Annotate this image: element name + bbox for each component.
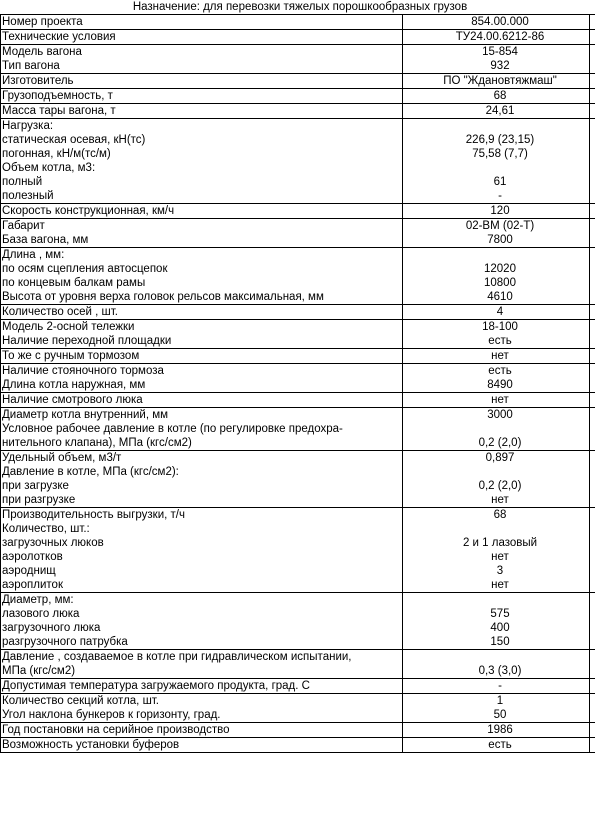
row-value: 10800 [403, 276, 596, 290]
table-row [0, 219, 595, 234]
row-value: ТУ24.00.6212-86 [403, 30, 596, 45]
row-label: Количество секций котла, шт. [0, 694, 403, 709]
row-label: Допустимая температура загружаемого продукта, град. С [0, 679, 403, 694]
row-value: 854.00.000 [403, 15, 596, 30]
row-label: разгрузочного патрубка [2, 636, 128, 648]
row-label: полезный [2, 190, 54, 202]
table-row [0, 635, 595, 650]
row-label: при загрузке [2, 480, 69, 492]
row-label: по осям сцепления автосцепок [2, 263, 168, 275]
table-row [0, 161, 595, 175]
row-label: загрузочного люка [2, 622, 101, 634]
row-label: Производительность выгрузки, т/ч [0, 508, 403, 523]
table-row [0, 408, 595, 423]
row-value: 1986 [403, 723, 596, 738]
row-value: 150 [403, 635, 596, 650]
row-value: 15-854 [403, 45, 596, 60]
row-value: 02-ВМ (02-Т) [403, 219, 596, 234]
row-value: 120 [403, 204, 596, 219]
row-label: полный [2, 176, 43, 188]
row-value: 0,2 (2,0) [403, 479, 596, 493]
row-label: при разгрузке [2, 494, 76, 506]
row-label [0, 650, 403, 679]
row-value: 0,897 [403, 451, 596, 466]
row-label: Грузоподъемность, т [0, 89, 403, 104]
row-label: Длина котла наружная, мм [2, 379, 146, 391]
row-value: 75,58 (7,7) [403, 147, 596, 161]
row-label [0, 422, 403, 451]
row-label: Год постановки на серийное производство [0, 723, 403, 738]
table-row [0, 593, 595, 608]
row-label: Масса тары вагона, т [0, 104, 403, 119]
table-row [0, 119, 595, 134]
row-value: 0,3 (3,0) [403, 650, 596, 679]
row-value: есть [403, 334, 596, 349]
table-row [0, 290, 595, 305]
row-value: 24,61 [403, 104, 596, 119]
row-label: аэролотков [2, 551, 63, 563]
table-row [0, 59, 595, 74]
row-label: статическая осевая, кН(тс) [2, 134, 146, 146]
row-label: Скорость конструкционная, км/ч [0, 204, 403, 219]
row-value: 4 [403, 305, 596, 320]
row-value: 18-100 [403, 320, 596, 335]
row-value: 61 [403, 175, 596, 189]
row-value: 50 [403, 708, 596, 723]
table-row [0, 422, 595, 451]
row-label: аэроплиток [2, 579, 63, 591]
table-row [0, 723, 595, 738]
row-value: 226,9 (23,15) [403, 133, 596, 147]
row-value: нет [403, 550, 596, 564]
table-row [0, 74, 595, 89]
table-row [0, 607, 595, 621]
table-row [0, 508, 595, 523]
row-value: 2 и 1 лазовый [403, 536, 596, 550]
row-value: 575 [403, 607, 596, 621]
table-row [0, 305, 595, 320]
table-row [0, 45, 595, 60]
row-label: Нагрузка: [0, 119, 403, 134]
row-value: 7800 [403, 233, 596, 248]
row-label: База вагона, мм [2, 234, 89, 246]
row-value: 1 [403, 694, 596, 709]
row-label: аэроднищ [2, 565, 56, 577]
table-row [0, 378, 595, 393]
row-value: нет [403, 349, 596, 364]
table-row [0, 89, 595, 104]
row-label: Возможность установки буферов [0, 738, 403, 753]
table-row [0, 564, 595, 578]
row-label: Габарит [0, 219, 403, 234]
row-label: Давление в котле, МПа (кгс/см2): [2, 466, 179, 478]
row-label: погонная, кН/м(тс/м) [2, 148, 111, 160]
row-label: Объем котла, м3: [2, 162, 96, 174]
table-row [0, 189, 595, 204]
row-label: по концевым балкам рамы [2, 277, 146, 289]
row-label: Угол наклона бункеров к горизонту, град. [2, 709, 221, 721]
row-value: нет [403, 578, 596, 593]
row-value [403, 248, 596, 263]
table-row [0, 465, 595, 479]
table-row [0, 276, 595, 290]
row-value: - [403, 189, 596, 204]
row-label: Диаметр котла внутренний, мм [0, 408, 403, 423]
table-row [0, 334, 595, 349]
table-row [0, 694, 595, 709]
row-value: 0,2 (2,0) [403, 422, 596, 451]
row-value: 68 [403, 508, 596, 523]
table-row [0, 578, 595, 593]
row-label-line: Давление , создаваемое в котле при гидравлическом испытании, [2, 651, 352, 663]
table-row [0, 133, 595, 147]
table-row [0, 262, 595, 276]
row-value [403, 522, 596, 536]
row-label: Технические условия [0, 30, 403, 45]
row-label: Высота от уровня верха головок рельсов максимальная, мм [2, 291, 324, 303]
row-value [403, 593, 596, 608]
row-value: есть [403, 738, 596, 753]
row-label: Диаметр, мм: [0, 593, 403, 608]
table-row [0, 493, 595, 508]
table-row [0, 349, 595, 364]
table-row [0, 320, 595, 335]
spec-table [0, 14, 595, 753]
row-value: нет [403, 493, 596, 508]
table-row [0, 147, 595, 161]
table-row [0, 679, 595, 694]
table-row [0, 451, 595, 466]
row-value: 3000 [403, 408, 596, 423]
row-label: Длина , мм: [0, 248, 403, 263]
table-row [0, 364, 595, 379]
row-label: лазового люка [2, 608, 80, 620]
table-row [0, 738, 595, 753]
row-label: Удельный объем, м3/т [0, 451, 403, 466]
table-row [0, 393, 595, 408]
row-value: 4610 [403, 290, 596, 305]
table-row [0, 30, 595, 45]
table-row [0, 536, 595, 550]
row-label: Количество, шт.: [2, 523, 90, 535]
row-value: 400 [403, 621, 596, 635]
row-value [403, 161, 596, 175]
table-row [0, 175, 595, 189]
table-row [0, 650, 595, 679]
row-label: Модель 2-осной тележки [0, 320, 403, 335]
row-value: 68 [403, 89, 596, 104]
table-row [0, 522, 595, 536]
row-value: ПО "Ждановтяжмаш" [403, 74, 596, 89]
row-label: Количество осей , шт. [0, 305, 403, 320]
table-row [0, 550, 595, 564]
row-label-line: МПа (кгс/см2) [2, 665, 76, 677]
row-value: - [403, 679, 596, 694]
table-row [0, 204, 595, 219]
table-row [0, 248, 595, 263]
row-label-line: нительного клапана), МПа (кгс/см2) [2, 437, 192, 449]
row-label-line: Условное рабочее давление в котле (по регулировке предохра- [2, 423, 343, 435]
row-value: 8490 [403, 378, 596, 393]
table-row [0, 104, 595, 119]
row-value [403, 465, 596, 479]
row-label: Наличие переходной площадки [2, 335, 172, 347]
table-row [0, 479, 595, 493]
row-label: Наличие стояночного тормоза [0, 364, 403, 379]
row-label: загрузочных люков [2, 537, 104, 549]
document-caption: Назначение: для перевозки тяжелых порошкообразных грузов [132, 1, 468, 13]
row-value [403, 119, 596, 134]
row-value: 12020 [403, 262, 596, 276]
table-row [0, 621, 595, 635]
row-label: Изготовитель [0, 74, 403, 89]
row-value: 3 [403, 564, 596, 578]
row-label: Наличие смотрового люка [0, 393, 403, 408]
row-value: нет [403, 393, 596, 408]
row-value: 932 [403, 59, 596, 74]
table-row [0, 708, 595, 723]
row-label: Номер проекта [0, 15, 403, 30]
row-label: Модель вагона [0, 45, 403, 60]
row-value: есть [403, 364, 596, 379]
row-label: То же с ручным тормозом [0, 349, 403, 364]
table-row [0, 233, 595, 248]
row-label: Тип вагона [2, 60, 60, 72]
table-row [0, 15, 595, 30]
